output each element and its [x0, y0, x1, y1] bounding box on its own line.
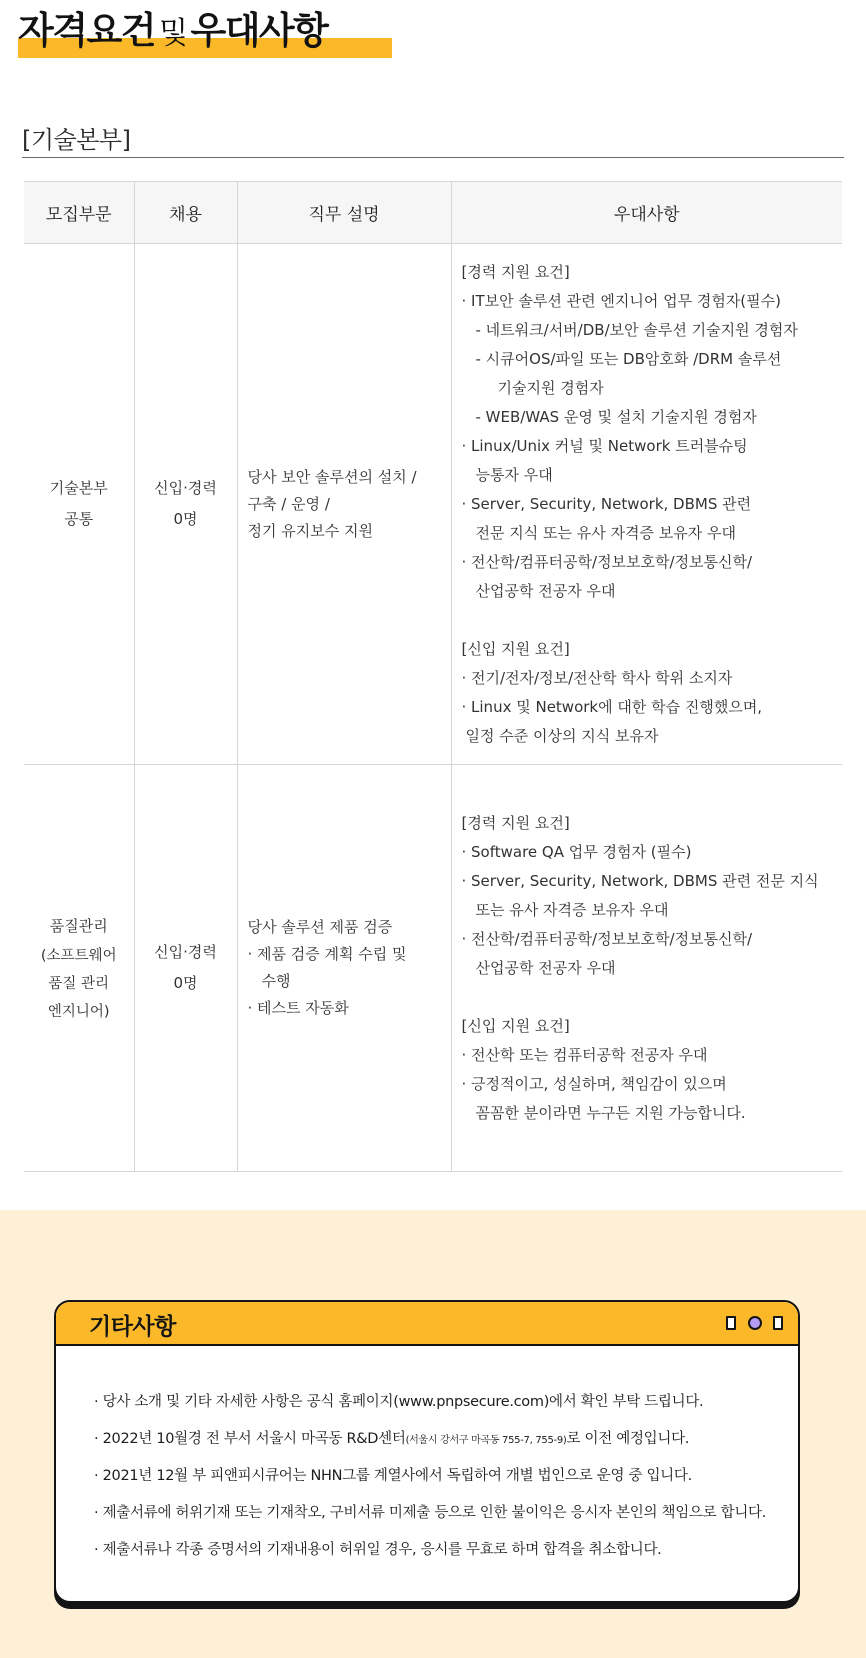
- requirements-table: [24, 181, 842, 1172]
- cell-department: 기술본부 공통: [24, 244, 134, 765]
- cell-hiring: 신입·경력 0명: [134, 765, 237, 1172]
- cell-preferences: [경력 지원 요건] · Software QA 업무 경험자 (필수) · Server, Security, Network, DBMS 관련 전문 지식 또는 유사 자격증 보유자 우대 · 전산학/컴퓨터공학/정보보호학/정보통신학/ 산업공학 전공자 우대 [신입 지원 요건] · 전산학 또는 컴퓨터공학 전공자 우대 · 긍정적이고, 성실하며, 책임감이 있으며 꼼꼼한 분이라면 누구든 지원 가능합니다.: [451, 765, 842, 1172]
- window-square-icon: [773, 1316, 783, 1330]
- list-item: · 2021년 12월 부 피앤피시큐어는 NHN그룹 계열사에서 독립하여 개별 법인으로 운영 중 입니다.: [94, 1468, 692, 1484]
- window-circle-icon: [748, 1316, 762, 1330]
- column-header-description: 직무 설명: [237, 182, 451, 244]
- list-item: · 당사 소개 및 기타 자세한 사항은 공식 홈페이지(www.pnpsecure.com)에서 확인 부탁 드립니다.: [94, 1394, 704, 1410]
- notes-title: 기타사항: [89, 1314, 176, 1340]
- cell-hiring: 신입·경력 0명: [134, 244, 237, 765]
- list-item: · 제출서류에 허위기재 또는 기재착오, 구비서류 미제출 등으로 인한 불이익은 응시자 본인의 책임으로 합니다.: [94, 1505, 767, 1521]
- list-item: · 제출서류나 각종 증명서의 기재내용이 허위일 경우, 응시를 무효로 하며 합격을 취소합니다.: [94, 1542, 662, 1558]
- column-header-preferences: 우대사항: [451, 182, 842, 244]
- cell-description: 당사 솔루션 제품 검증 · 제품 검증 계획 수립 및 수행 · 테스트 자동화: [237, 765, 451, 1172]
- table-row: [24, 765, 842, 1172]
- list-item: · 2022년 10월경 전 부서 서울시 마곡동 R&D센터(서울시 강서구 마곡동 755-7, 755-9)로 이전 예정입니다.: [94, 1431, 690, 1447]
- column-header-department: 모집부문: [24, 182, 134, 244]
- column-header-hiring: 채용: [134, 182, 237, 244]
- page-title-wrap: [18, 8, 327, 56]
- other-notes-section: [0, 1210, 866, 1658]
- table-row: [24, 244, 842, 765]
- title-part-preferences: 우대사항: [190, 9, 328, 52]
- page-title: [18, 8, 327, 57]
- notes-window-header: [56, 1302, 798, 1346]
- window-square-icon: [726, 1316, 736, 1330]
- title-part-requirements: 자격요건: [18, 9, 155, 52]
- notes-list: [56, 1346, 798, 1577]
- cell-department: 품질관리 (소프트웨어 품질 관리 엔지니어): [24, 765, 134, 1172]
- heading-divider: [22, 157, 844, 158]
- title-conjunction: 및: [158, 16, 187, 51]
- notes-window: [54, 1300, 800, 1603]
- cell-description: 당사 보안 솔루션의 설치 / 구축 / 운영 / 정기 유지보수 지원: [237, 244, 451, 765]
- cell-preferences: [경력 지원 요건] · IT보안 솔루션 관련 엔지니어 업무 경험자(필수) - 네트워크/서버/DB/보안 솔루션 기술지원 경험자 - 시큐어OS/파일 또는 DB암호화 /DRM 솔루션 기술지원 경험자 - WEB/WAS 운영 및 설치 기술지원 경험자 · Linux/Unix 커널 및 Network 트러블슈팅 능통자 우대 · Server, Security, Network, DBMS 관련 전문 지식 또는 유사 자격증 보유자 우대 · 전산학/컴퓨터공학/정보보호학/정보통신학/ 산업공학 전공자 우대 [신입 지원 요건] · 전기/전자/정보/전산학 학사 학위 소지자 · Linux 및 Network에 대한 학습 진행했으며, 일정 수준 이상의 지식 보유자: [451, 244, 842, 765]
- table-header-row: [24, 182, 842, 244]
- department-heading: [기술본부]: [22, 126, 131, 154]
